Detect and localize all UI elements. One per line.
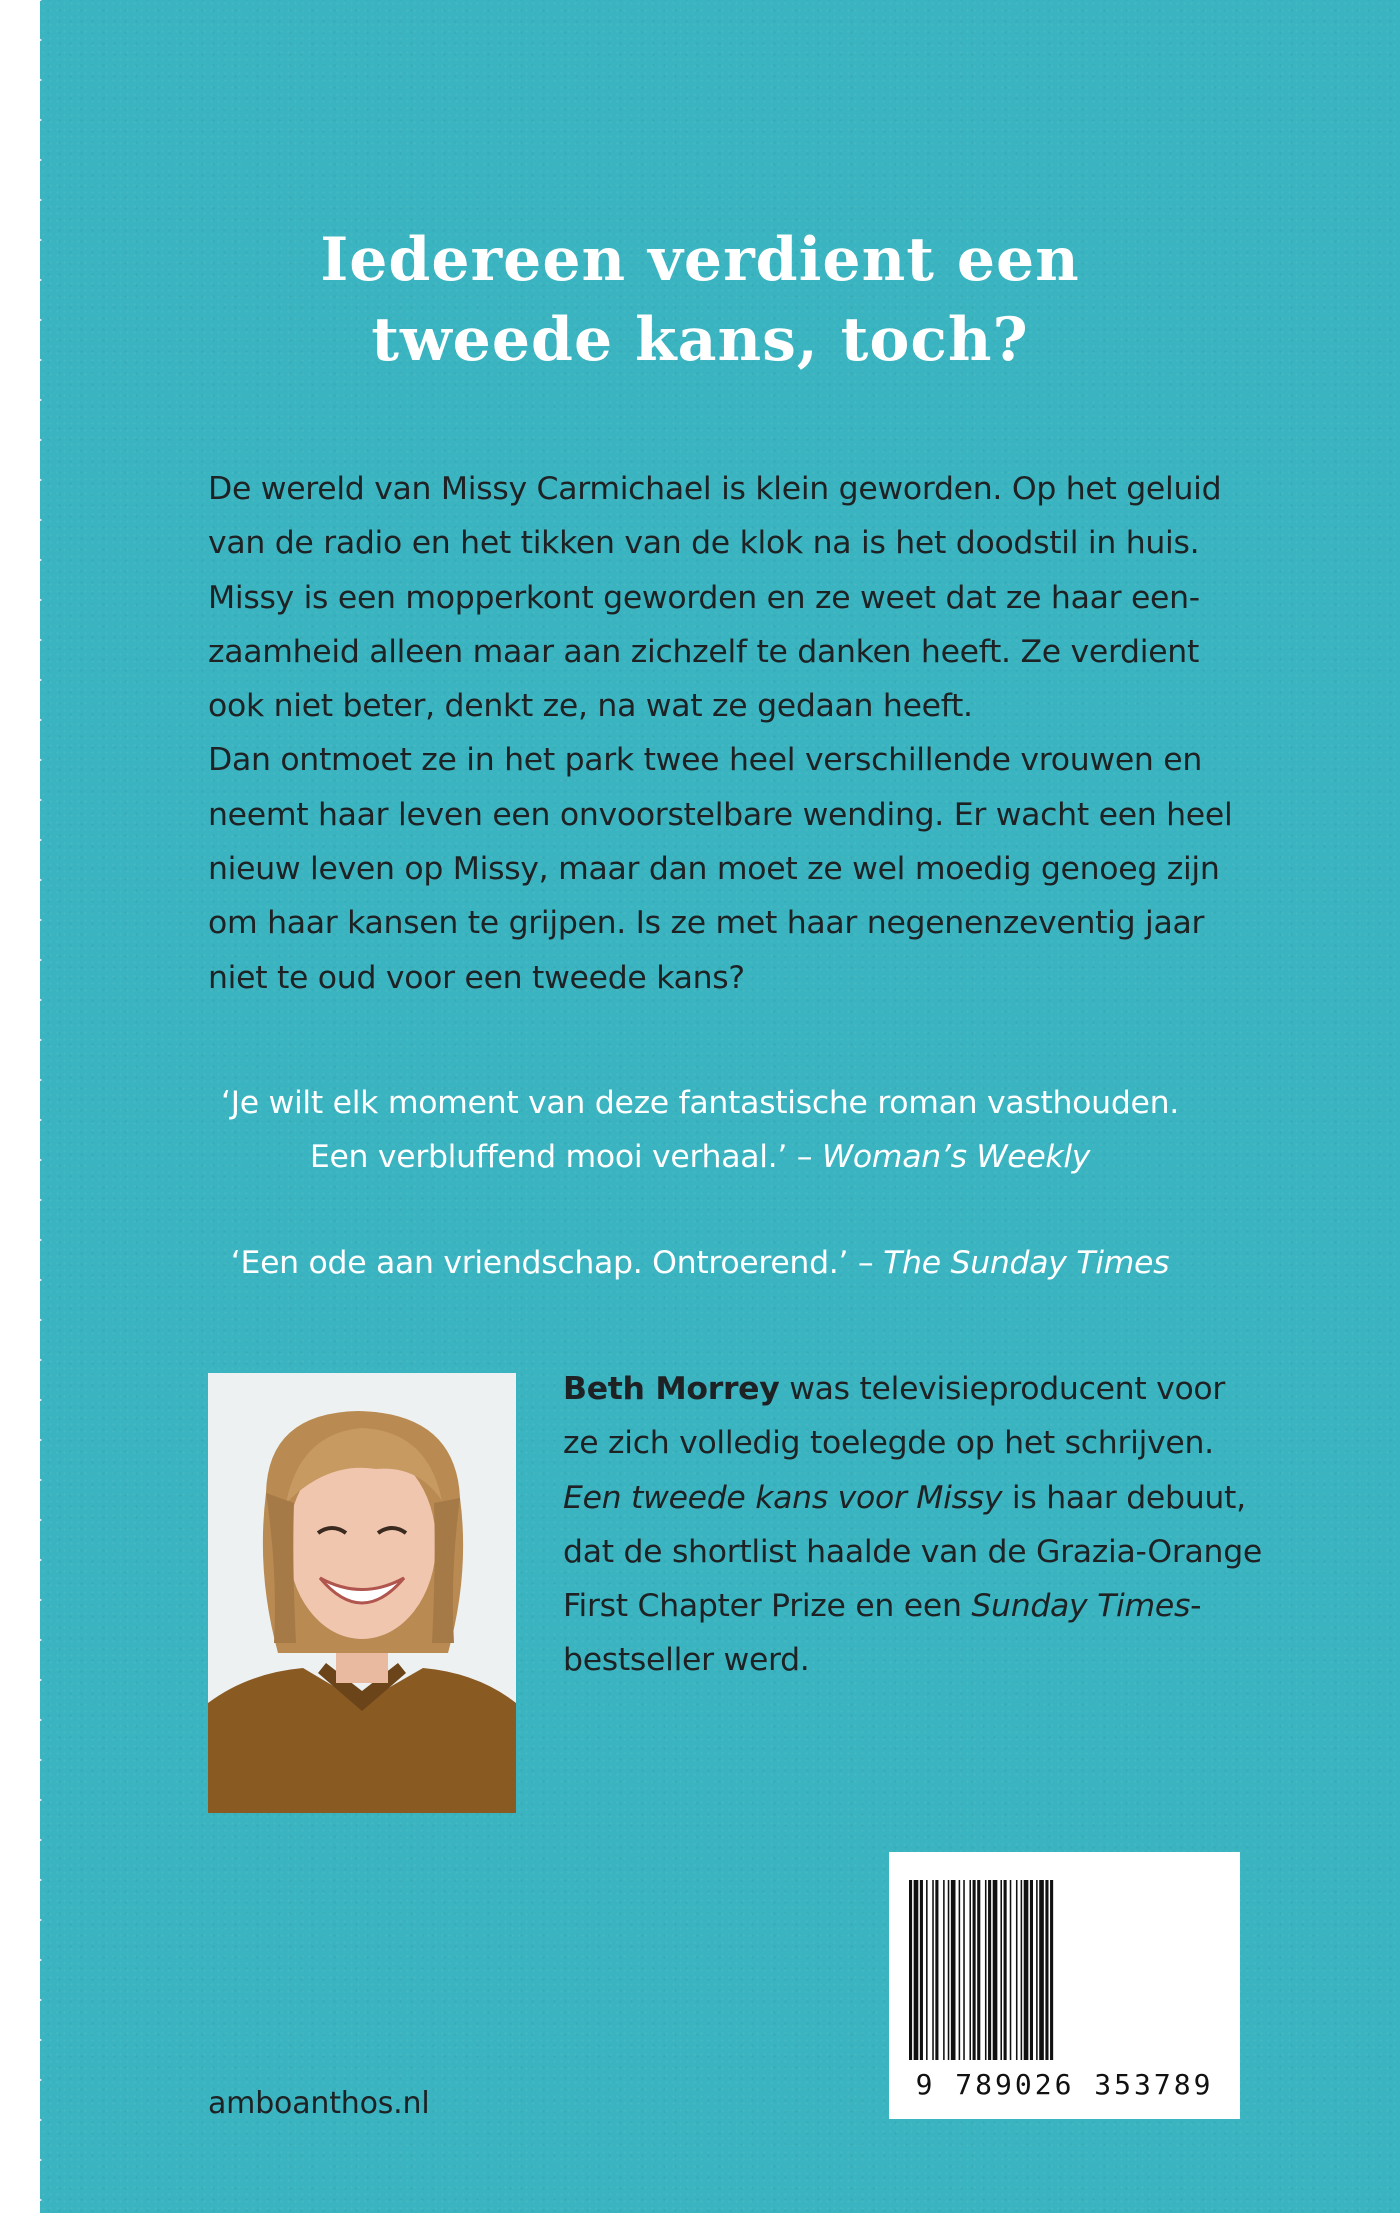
bio-line	[563, 1471, 1263, 1525]
blurb-line: zaamheid alleen maar aan zichzelf te danken heeft. Ze verdient	[208, 633, 1200, 670]
barcode-bar	[973, 1880, 976, 2060]
cover-headline	[0, 220, 1400, 380]
newspaper-title: Sunday Times	[971, 1588, 1191, 1625]
blurb-line: Missy is een mopperkont geworden en ze weet dat ze haar een-	[208, 579, 1200, 616]
bio-text: was televisieproducent voor	[779, 1371, 1226, 1407]
barcode-bar	[988, 1880, 991, 2060]
barcode-bar	[943, 1880, 945, 2060]
barcode-bar	[977, 1880, 980, 2060]
quote-line: ‘Je wilt elk moment van deze fantastische roman vasthouden.	[221, 1085, 1179, 1121]
barcode-bar	[1050, 1880, 1053, 2060]
barcode-bar	[959, 1880, 961, 2060]
barcode-bar	[1036, 1880, 1038, 2060]
blurb-line: De wereld van Missy Carmichael is klein geworden. Op het geluid	[208, 471, 1222, 507]
author-photo	[208, 1373, 516, 1813]
barcode-bar	[914, 1880, 919, 2060]
barcode-bar	[951, 1880, 956, 2060]
barcode-box	[889, 1852, 1240, 2119]
blurb-line: van de radio en het tikken van de klok na is het doodstil in huis.	[208, 525, 1200, 562]
publisher-website: amboanthos.nl	[208, 2086, 430, 2121]
isbn-number: 9 789026 353789	[915, 2068, 1214, 2101]
quote-line	[0, 1130, 1400, 1184]
blurb-line: niet te oud voor een tweede kans?	[208, 959, 745, 996]
bio-line	[563, 1362, 1263, 1416]
author-bio	[563, 1362, 1263, 1688]
barcode-bar	[1000, 1880, 1002, 2060]
barcode-bar	[1045, 1880, 1048, 2060]
barcode-bar	[1016, 1880, 1018, 2060]
barcode-bar	[969, 1880, 971, 2060]
blurb-line: neemt haar leven een onvoorstelbare wending. Er wacht een heel	[208, 796, 1233, 833]
bio-line	[563, 1579, 1263, 1633]
quote-line	[0, 1236, 1400, 1290]
barcode-bar	[1030, 1880, 1033, 2060]
blurb-line: ook niet beter, denkt ze, na wat ze gedaan heeft.	[208, 688, 973, 725]
review-quote-womans-weekly	[0, 1076, 1400, 1184]
headline-line-2: tweede kans, toch?	[371, 305, 1029, 375]
barcode-bar	[1004, 1880, 1007, 2060]
barcode-bar	[935, 1880, 938, 2060]
bio-text: is haar debuut,	[1002, 1479, 1246, 1516]
author-portrait-icon	[208, 1373, 516, 1813]
barcode-bar	[1024, 1880, 1029, 2060]
quote-source: The Sunday Times	[883, 1245, 1170, 1281]
review-quote-sunday-times	[0, 1236, 1400, 1290]
barcode-bar	[963, 1880, 965, 2060]
bio-line: ze zich volledig toelegde op het schrijven.	[563, 1425, 1214, 1462]
barcode-bar	[993, 1880, 998, 2060]
quote-text: Een verbluffend mooi verhaal.’ –	[309, 1139, 822, 1175]
bio-text: -	[1190, 1588, 1202, 1625]
barcode-bar	[926, 1880, 928, 2060]
quote-source: Woman’s Weekly	[821, 1139, 1091, 1175]
blurb-line: om haar kansen te grijpen. Is ze met haar negenenzeventig jaar	[208, 905, 1205, 942]
blurb-line: nieuw leven op Missy, maar dan moet ze wel moedig genoeg zijn	[208, 851, 1220, 888]
barcode-bar	[909, 1880, 912, 2060]
barcode-bar	[948, 1880, 950, 2060]
barcode-bar	[1021, 1880, 1023, 2060]
barcode-bar	[932, 1880, 934, 2060]
barcode-bar	[1010, 1880, 1012, 2060]
blurb-text	[208, 462, 1248, 1005]
barcode-bar	[1039, 1880, 1044, 2060]
bio-line: bestseller werd.	[563, 1642, 810, 1679]
book-title: Een tweede kans voor Missy	[563, 1479, 1003, 1516]
headline-line-1: Iedereen verdient een	[320, 225, 1080, 295]
barcode-bar	[985, 1880, 987, 2060]
bio-line: dat de shortlist haalde van de Grazia-Orange	[563, 1533, 1262, 1570]
bio-text: First Chapter Prize en een	[563, 1588, 972, 1625]
blurb-line: Dan ontmoet ze in het park twee heel verschillende vrouwen en	[208, 742, 1203, 779]
barcode-bar	[920, 1880, 923, 2060]
quote-text: ‘Een ode aan vriendschap. Ontroerend.’ –	[230, 1245, 884, 1281]
author-name: Beth Morrey	[563, 1371, 780, 1407]
